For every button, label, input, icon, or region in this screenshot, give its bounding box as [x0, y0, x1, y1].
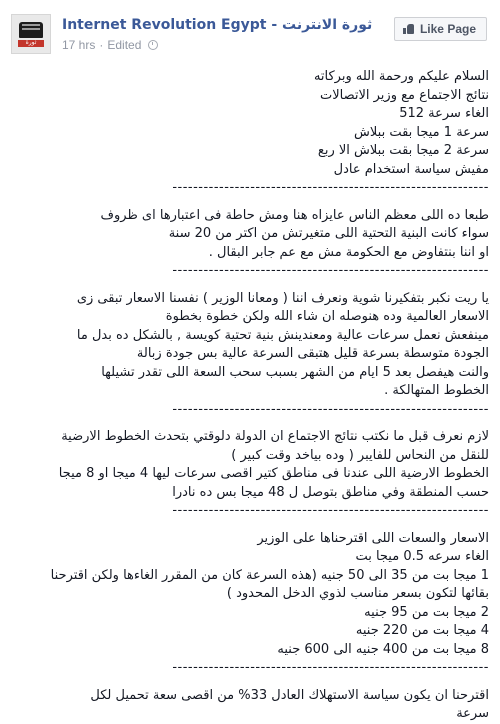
post-text-line: يا ريت نكبر بتفكيرنا شوية ونعرف اننا ( ومعانا الوزير ) نفسنا الاسعار تبقى زى — [76, 290, 489, 306]
post-paragraph — [10, 428, 489, 502]
like-page-button[interactable] — [394, 17, 487, 41]
post-text-line: الجودة متوسطة بسرعة قليل هتبقى السرعة عالية بس جودة زبالة — [136, 346, 489, 361]
dashed-separator: ------------------------------------------------------------- — [172, 660, 489, 675]
thumbs-up-icon — [403, 24, 414, 34]
post-text-line: الاسعار العالمية وده هنوصله ان شاء الله ولكن خطوة بخطوة — [165, 309, 489, 324]
fist-icon — [19, 22, 43, 38]
post-text-line: 2 ميجا بت من 95 جنيه — [364, 604, 489, 620]
post-text-line: والنت هيفصل بعد 5 ايام من الشهر بسبب سحب السعة اللى تقدر تشيلها — [101, 364, 489, 380]
post-paragraph — [10, 687, 489, 724]
dashed-separator: ------------------------------------------------------------- — [172, 503, 489, 518]
post-text-line: نتائج الاجتماع مع وزير الاتصالات — [319, 87, 489, 103]
post-body — [0, 68, 500, 721]
post-meta — [62, 38, 158, 52]
post-text-line: حسب المنطقة وفي مناطق بتوصل ل 48 ميجا بس ده نادرا — [172, 484, 489, 500]
post-text-line: 4 ميجا بت من 220 جنيه — [355, 623, 489, 638]
post-text-line: سواء كانت البنية التحتية اللى متغيرتش من اكتر من 20 سنة — [168, 226, 489, 241]
post-text-line: الخطوط المتهالكة . — [384, 383, 489, 398]
post-text-line: او اننا بنتفاوض مع الحكومة مش مع عم جابر البقال . — [208, 244, 489, 260]
timestamp-link[interactable]: 17 hrs — [62, 38, 96, 52]
dashed-separator: ------------------------------------------------------------- — [172, 180, 489, 195]
paragraph-gap — [10, 281, 489, 290]
post-text-line: مينفعش نعمل سرعات عالية ومعندينش بنية تحتية كويسة , بالشكل ده بدل ما — [76, 327, 489, 343]
dashed-separator: ------------------------------------------------------------- — [172, 401, 489, 417]
post-text-line: الخطوط الارضية اللى عندنا فى مناطق كتير اقصى سرعات ليها 4 ميجا او 8 ميجا — [58, 466, 489, 481]
clock-icon — [148, 40, 158, 50]
dashed-separator: ------------------------------------------------------------- — [172, 263, 489, 278]
post-text-line: مفيش سياسة استخدام عادل — [333, 161, 489, 177]
avatar-label: ثورة — [18, 40, 44, 47]
post-header — [0, 0, 500, 68]
post-paragraph — [10, 207, 489, 263]
post-text-line: سرعة 1 ميجا بقت ببلاش — [354, 124, 489, 140]
post-text-line: طبعا ده اللى معظم الناس عايزاه هنا ومش حاطة فى اعتبارها اى ظروف — [100, 207, 489, 223]
edited-label[interactable]: Edited — [107, 38, 142, 52]
post-text-line: الاسعار والسعات اللى اقترحناها على الوزير — [257, 530, 489, 546]
post-paragraph — [10, 530, 489, 660]
post-paragraph — [10, 68, 489, 179]
page-avatar[interactable] — [11, 14, 51, 54]
post-text-line: اقترحنا ان يكون سياسة الاستهلاك العادل 33% من اقصى سعة تحميل لكل — [90, 687, 489, 703]
post-text-line: الغاء سرعه 0.5 ميجا بت — [355, 549, 489, 564]
post-text-line: لازم نعرف قبل ما نكتب نتائج الاجتماع ان الدولة دلوقتي بتحدث الخطوط الارضية — [61, 429, 489, 444]
like-page-label: Like Page — [419, 22, 476, 36]
paragraph-gap — [10, 419, 489, 428]
post-text-line: سرعة 2 ميجا بقت ببلاش الا ربع — [317, 143, 489, 158]
post-text-line: السلام عليكم ورحمة الله وبركاته — [313, 69, 489, 84]
paragraph-gap — [10, 521, 489, 530]
post-text-line: بقائها لتكون بسعر مناسب لذوي الدخل المحدود ) — [226, 586, 489, 601]
paragraph-gap — [10, 678, 489, 687]
post-text-line: سرعة — [456, 706, 489, 721]
meta-separator: · — [99, 38, 104, 52]
page-name-link[interactable]: Internet Revolution Egypt - ثورة الانترنت — [62, 17, 373, 33]
paragraph-gap — [10, 198, 489, 207]
post-text-line: للنقل من النحاس للفايبر ( وده بياخد وقت كبير ) — [231, 447, 489, 463]
post-text-line: 8 ميجا بت من 400 جنيه الى 600 جنيه — [277, 641, 489, 657]
post-paragraph — [10, 290, 489, 401]
post-text-line: 1 ميجا بت من 35 الى 50 جنيه (هذه السرعة كان من المقرر الغاءها ولكن اقترحنا — [50, 567, 489, 583]
post-text-line: الغاء سرعة 512 — [399, 106, 489, 121]
